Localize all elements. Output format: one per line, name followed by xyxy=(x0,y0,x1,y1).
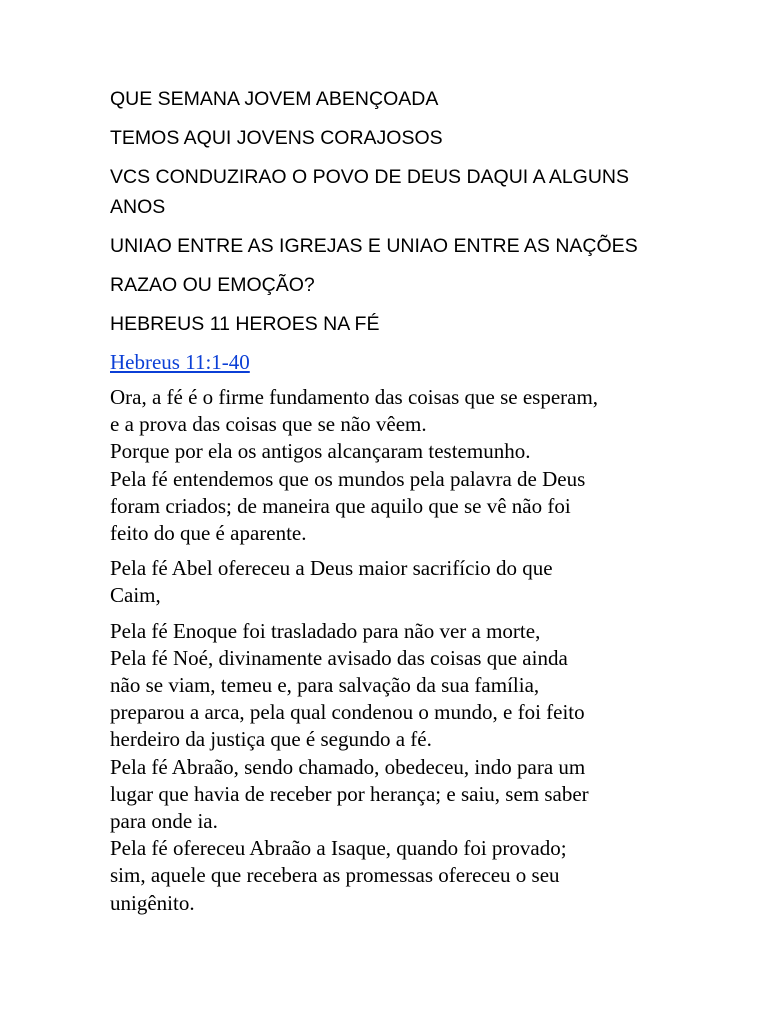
scripture-line: Porque por ela os antigos alcançaram testemunho. xyxy=(110,439,531,464)
scripture-line: para onde ia. xyxy=(110,809,218,834)
scripture-line: Pela fé entendemos que os mundos pela palavra de Deus xyxy=(110,466,586,491)
scripture-paragraph xyxy=(110,618,710,917)
heading-line: RAZAO OU EMOÇÃO? xyxy=(110,274,315,296)
scripture-line: Ora, a fé é o firme fundamento das coisas que se esperam, xyxy=(110,385,599,409)
heading-line: HEBREUS 11 HEROES NA FÉ xyxy=(110,313,380,335)
scripture-line: foram criados; de maneira que aquilo que se vê não foi xyxy=(110,493,571,518)
heading-line: UNIAO ENTRE AS IGREJAS E UNIAO ENTRE AS NAÇÕES xyxy=(110,235,638,257)
scripture-line: herdeiro da justiça que é segundo a fé. xyxy=(110,727,432,752)
scripture-line: Caim, xyxy=(110,583,161,608)
scripture-line: não se viam, temeu e, para salvação da sua família, xyxy=(110,673,540,698)
scripture-paragraph xyxy=(110,384,710,547)
heading-line: VCS CONDUZIRAO O POVO DE DEUS DAQUI A ALGUNS ANOS xyxy=(110,166,630,218)
scripture-paragraph xyxy=(110,555,710,609)
scripture-line: Pela fé Abel ofereceu a Deus maior sacrifício do que xyxy=(110,556,553,581)
scripture-line: Pela fé Noé, divinamente avisado das coisas que ainda xyxy=(110,645,568,670)
scripture-line: feito do que é aparente. xyxy=(110,521,307,546)
heading-line: QUE SEMANA JOVEM ABENÇOADA xyxy=(110,88,439,110)
scripture-line: sim, aquele que recebera as promessas ofereceu o seu xyxy=(110,863,560,888)
heading-line: TEMOS AQUI JOVENS CORAJOSOS xyxy=(110,127,443,149)
scripture-line: Pela fé Abraão, sendo chamado, obedeceu, indo para um xyxy=(110,754,586,779)
scripture-line: lugar que havia de receber por herança; e saiu, sem saber xyxy=(110,781,589,806)
document-content xyxy=(110,84,710,925)
scripture-line: e a prova das coisas que se não vêem. xyxy=(110,412,427,437)
bible-reference-link[interactable]: Hebreus 11:1-40 xyxy=(110,350,250,374)
scripture-line: preparou a arca, pela qual condenou o mundo, e foi feito xyxy=(110,700,585,725)
scripture-line: Pela fé ofereceu Abraão a Isaque, quando foi provado; xyxy=(110,836,567,861)
scripture-line: Pela fé Enoque foi trasladado para não ver a morte, xyxy=(110,618,541,643)
scripture-line: unigênito. xyxy=(110,890,195,915)
